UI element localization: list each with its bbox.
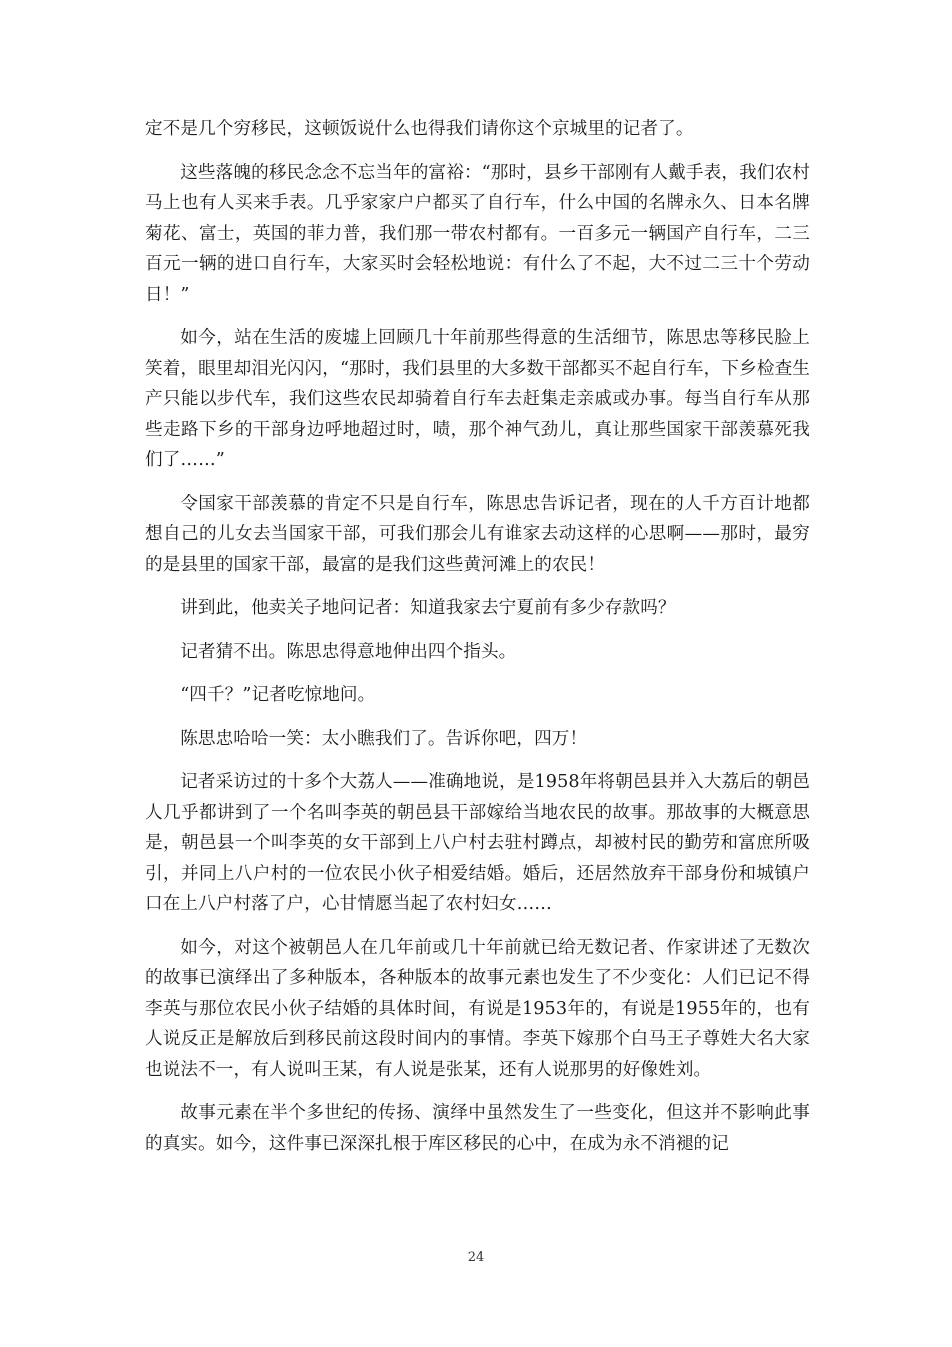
document-body: [145, 114, 810, 1159]
paragraph-li-ying-story: 记者采访过的十多个大荔人——准确地说，是1958年将朝邑县并入大荔后的朝邑人几乎都讲到了一个名叫李英的朝邑县干部嫁给当地农民的故事。那故事的大概意思是，朝邑县一个叫李英的女干部到上八户村去驻村蹲点，却被村民的勤劳和富庶所吸引，并同上八户村的一位农民小伙子相爱结婚。婚后，还居然放弃干部身份和城镇户口在上八户村落了户，心甘情愿当起了农村妇女……: [145, 772, 810, 914]
paragraph-four-thousand: “四千？”记者吃惊地问。: [180, 685, 376, 705]
paragraph-story-truth: 故事元素在半个多世纪的传扬、演绎中虽然发生了一些变化，但这并不影响此事的真实。如今，这件事已深深扎根于库区移民的心中，在成为永不消褪的记: [145, 1103, 810, 1154]
paragraph-story-versions: 如今，对这个被朝邑人在几年前或几十年前就已给无数记者、作家讲述了无数次的故事已演绎出了多种版本，各种版本的故事元素也发生了不少变化：人们已记不得李英与那位农民小伙子结婚的具体时间，有说是1953年的，有说是1955年的，也有人说反正是解放后到移民前这段时间内的事情。李英下嫁那个白马王子尊姓大名大家也说法不一，有人说叫王某，有人说是张某，还有人说那男的好像姓刘。: [145, 937, 810, 1080]
paragraph-bicycle-pride: 如今，站在生活的废墟上回顾几十年前那些得意的生活细节，陈思忠等移民脸上笑着，眼里却泪光闪闪，“那时，我们县里的大多数干部都买不起自行车，下乡检查生产只能以步代车，我们这些农民却骑着自行车去赶集走亲戚或办事。每当自行车从那些走路下乡的干部身边呼地超过时，啧，那个神气劲儿，真让那些国家干部羡慕死我们了……”: [145, 328, 810, 470]
paragraph-continuation: 定不是几个穷移民，这顿饭说什么也得我们请你这个京城里的记者了。: [145, 119, 694, 139]
paragraph-forty-thousand: 陈思忠哈哈一笑：太小瞧我们了。告诉你吧，四万！: [180, 728, 588, 749]
paragraph-wealth-memories: 这些落魄的移民念念不忘当年的富裕：“那时，县乡干部刚有人戴手表，我们农村马上也有人买来手表。几乎家家户户都买了自行车，什么中国的名牌永久、日本名牌菊花、富士，英国的菲力普，我们那一带农村都有。一百多元一辆国产自行车，二三百元一辆的进口自行车，大家买时会轻松地说：有什么了不起，大不过二三十个劳动日！”: [145, 162, 810, 305]
paragraph-cadre-envy: 令国家干部羡慕的肯定不只是自行车，陈思忠告诉记者，现在的人千方百计地都想自己的儿女去当国家干部，可我们那会儿有谁家去动这样的心思啊——那时，最穷的是县里的国家干部，最富的是我们这些黄河滩上的农民！: [145, 493, 810, 575]
paragraph-four-fingers: 记者猜不出。陈思忠得意地伸出四个指头。: [180, 641, 517, 662]
page-number: 24: [467, 1250, 485, 1265]
paragraph-savings-question: 讲到此，他卖关子地问记者：知道我家去宁夏前有多少存款吗？: [180, 598, 676, 618]
